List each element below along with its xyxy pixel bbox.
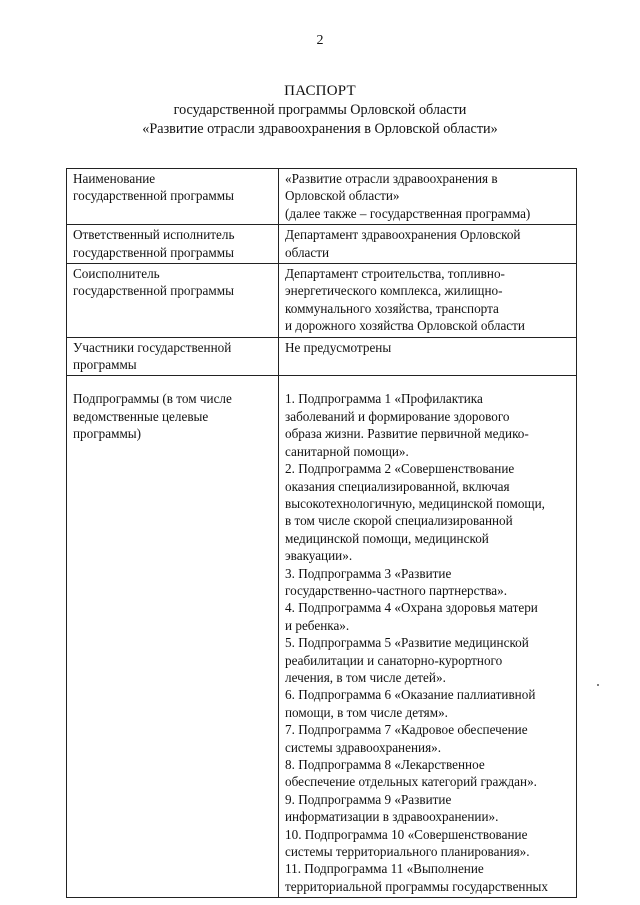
- row-value-line: Не предусмотрены: [285, 339, 392, 355]
- row-label-line: программы: [73, 357, 137, 373]
- row-value-line: 9. Подпрограмма 9 «Развитие: [285, 791, 452, 807]
- row-value-line: 10. Подпрограмма 10 «Совершенствование: [285, 826, 528, 842]
- row-label-line: Соисполнитель: [73, 266, 160, 282]
- passport-table: [66, 168, 577, 898]
- document-header: [0, 81, 640, 139]
- row-value-line: (далее также – государственная программа): [285, 205, 531, 221]
- table-row-program-name: [67, 169, 577, 225]
- row-value-line: Департамент строительства, топливно-: [285, 266, 505, 282]
- row-value-line: медицинской помощи, медицинской: [285, 530, 489, 546]
- passport-table-body: [67, 169, 577, 898]
- table-row-participants: [67, 337, 577, 376]
- row-value-line: 5. Подпрограмма 5 «Развитие медицинской: [285, 635, 529, 651]
- row-label-line: программы): [73, 426, 142, 442]
- row-value-line: образа жизни. Развитие первичной медико-: [285, 426, 529, 442]
- row-value-line: эвакуации».: [285, 548, 353, 564]
- row-value-line: 11. Подпрограмма 11 «Выполнение: [285, 861, 484, 877]
- row-label-line: Наименование: [73, 171, 156, 186]
- row-value-line: 8. Подпрограмма 8 «Лекарственное: [285, 757, 485, 772]
- row-value-line: территориальной программы государственных: [285, 878, 549, 894]
- row-value-line: в том числе скорой специализированной: [285, 513, 513, 529]
- row-label-cell: [67, 337, 279, 376]
- document-title: ПАСПОРТ: [284, 83, 356, 99]
- row-label-line: государственной программы: [73, 244, 234, 260]
- row-value-cell: [279, 337, 577, 376]
- row-value-line: заболеваний и формирование здорового: [285, 408, 510, 424]
- row-value-line: оказания специализированной, включая: [285, 478, 510, 494]
- row-value-line: помощи, в том числе детям».: [285, 704, 448, 720]
- table-row-subprograms: [67, 376, 577, 898]
- row-label-line: ведомственные целевые: [73, 408, 209, 424]
- row-label-line: государственной программы: [73, 283, 234, 299]
- row-label-line: Ответственный исполнитель: [73, 227, 235, 243]
- row-label-cell: [67, 264, 279, 338]
- row-label-cell: [67, 169, 279, 225]
- row-value-line: 4. Подпрограмма 4 «Охрана здоровья матери: [285, 600, 538, 616]
- row-value-line: 7. Подпрограмма 7 «Кадровое обеспечение: [285, 722, 528, 738]
- row-value-cell: [279, 264, 577, 338]
- row-value-line: и ребенка».: [285, 617, 350, 633]
- row-value-line: обеспечение отдельных категорий граждан».: [285, 774, 537, 790]
- row-value-line: санитарной помощи».: [285, 443, 409, 459]
- document-subtitle-line-2: «Развитие отрасли здравоохранения в Орловской области»: [142, 121, 498, 137]
- page-number: 2: [316, 33, 324, 48]
- row-value-line: высокотехнологичную, медицинской помощи,: [285, 495, 545, 511]
- row-label-line: Участники государственной: [73, 339, 232, 355]
- scan-speck: [597, 684, 599, 686]
- row-value-line: «Развитие отрасли здравоохранения в: [285, 171, 498, 186]
- row-label-cell: [67, 376, 279, 898]
- row-value-line: Департамент здравоохранения Орловской: [285, 227, 521, 243]
- row-value-cell: [279, 169, 577, 225]
- row-value-line: энергетического комплекса, жилищно-: [285, 283, 503, 299]
- row-value-line: и дорожного хозяйства Орловской области: [285, 318, 525, 334]
- row-label-line: Подпрограммы (в том числе: [73, 391, 232, 407]
- table-row-co-executor: [67, 264, 577, 338]
- row-value-line: области: [285, 244, 330, 260]
- document-subtitle-line-1: государственной программы Орловской области: [173, 102, 467, 118]
- row-value-line: Орловской области»: [285, 188, 400, 204]
- row-value-line: государственно-частного партнерства».: [285, 582, 508, 598]
- row-label-cell: [67, 225, 279, 264]
- row-value-line: лечения, в том числе детей».: [285, 669, 446, 685]
- row-value-line: системы здравоохранения».: [285, 739, 442, 755]
- row-value-line: 3. Подпрограмма 3 «Развитие: [285, 565, 452, 581]
- row-value-cell: [279, 376, 577, 898]
- row-value-line: системы территориального планирования».: [285, 844, 530, 860]
- row-value-line: 6. Подпрограмма 6 «Оказание паллиативной: [285, 687, 536, 703]
- row-value-line: информатизации в здравоохранении».: [285, 809, 499, 825]
- row-value-line: коммунального хозяйства, транспорта: [285, 300, 499, 316]
- row-value-line: 2. Подпрограмма 2 «Совершенствование: [285, 461, 515, 477]
- row-value-line: реабилитации и санаторно-курортного: [285, 652, 503, 668]
- row-value-line: 1. Подпрограмма 1 «Профилактика: [285, 391, 483, 407]
- table-row-responsible-executor: [67, 225, 577, 264]
- row-value-cell: [279, 225, 577, 264]
- row-label-line: государственной программы: [73, 188, 234, 204]
